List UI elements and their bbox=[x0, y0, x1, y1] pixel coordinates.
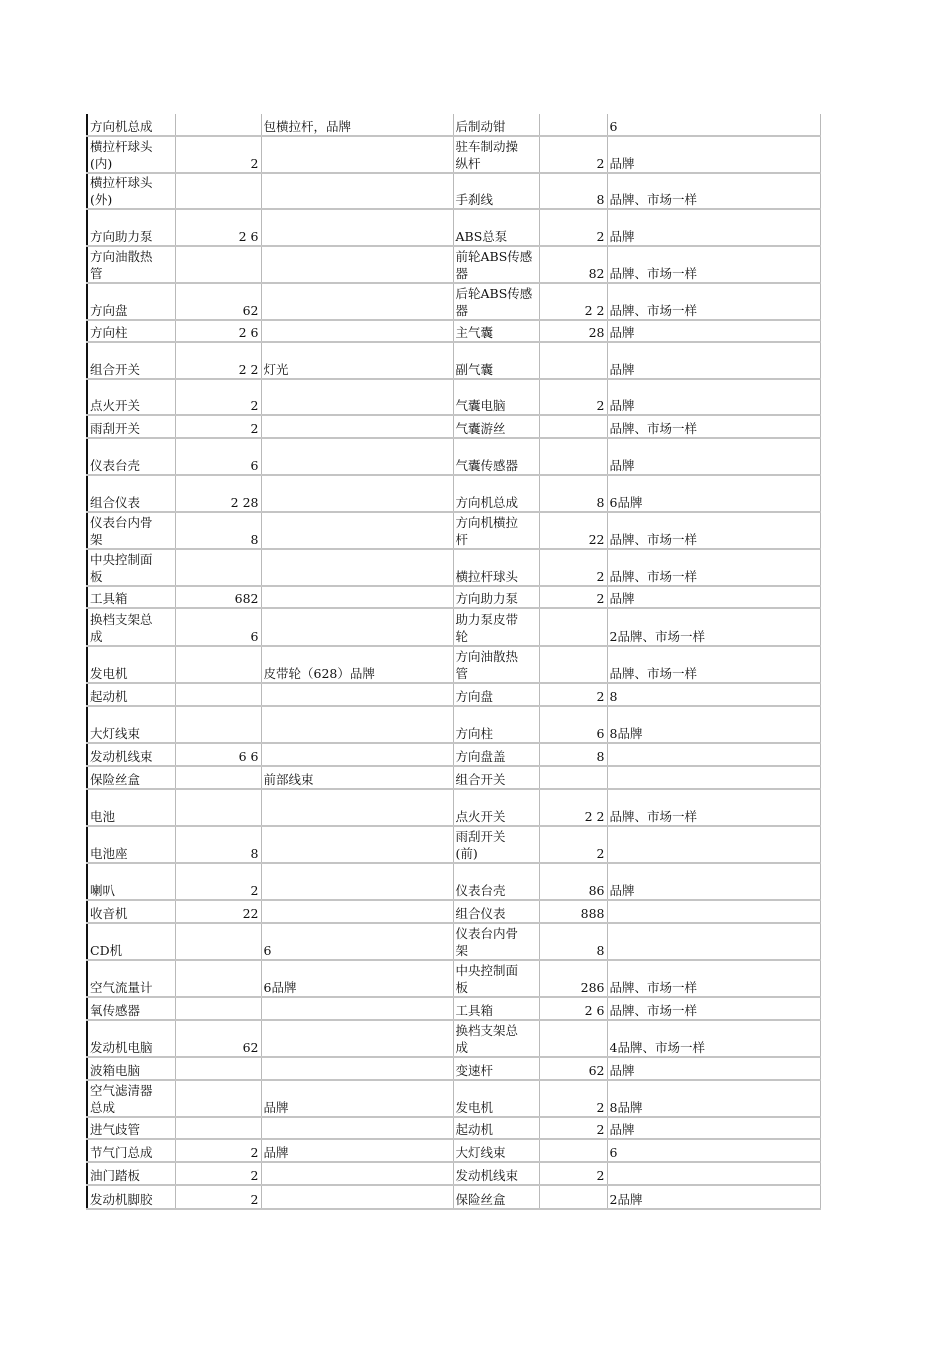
cell-col-5: 2 2 bbox=[539, 789, 607, 826]
cell-col-2: 22 bbox=[175, 900, 261, 923]
cell-col-2 bbox=[175, 1057, 261, 1080]
cell-col-5: 62 bbox=[539, 1057, 607, 1080]
cell-col-5: 2 bbox=[539, 826, 607, 863]
cell-col-5: 8 bbox=[539, 475, 607, 512]
cell-col-3: 灯光 bbox=[261, 342, 453, 379]
cell-col-1: 中央控制面 板 bbox=[87, 549, 175, 586]
cell-col-5 bbox=[539, 342, 607, 379]
cell-col-3 bbox=[261, 743, 453, 766]
cell-col-5 bbox=[539, 415, 607, 438]
table-row bbox=[87, 1185, 820, 1209]
cell-col-2 bbox=[175, 789, 261, 826]
table-row bbox=[87, 475, 820, 512]
cell-col-5 bbox=[539, 438, 607, 475]
cell-col-1: 保险丝盒 bbox=[87, 766, 175, 789]
cell-col-6: 品牌、市场一样 bbox=[607, 283, 820, 320]
cell-col-2 bbox=[175, 997, 261, 1020]
cell-col-3 bbox=[261, 863, 453, 900]
cell-col-5 bbox=[539, 1185, 607, 1209]
cell-col-4: 发动机线束 bbox=[453, 1162, 539, 1185]
cell-col-3 bbox=[261, 900, 453, 923]
cell-col-4: 方向助力泵 bbox=[453, 586, 539, 608]
cell-col-4: 方向机总成 bbox=[453, 475, 539, 512]
spreadsheet bbox=[86, 114, 819, 1210]
cell-col-6: 品牌 bbox=[607, 136, 820, 173]
cell-col-6: 品牌 bbox=[607, 320, 820, 342]
cell-col-6 bbox=[607, 900, 820, 923]
cell-col-5: 8 bbox=[539, 743, 607, 766]
cell-col-4: 后制动钳 bbox=[453, 114, 539, 136]
cell-col-6: 6品牌 bbox=[607, 475, 820, 512]
cell-col-5: 8 bbox=[539, 173, 607, 209]
cell-col-6: 8 bbox=[607, 683, 820, 706]
cell-col-1: 组合开关 bbox=[87, 342, 175, 379]
cell-col-1: 仪表台内骨 架 bbox=[87, 512, 175, 549]
cell-col-1: 发动机脚胶 bbox=[87, 1185, 175, 1209]
cell-col-2: 2 bbox=[175, 1185, 261, 1209]
cell-col-6: 6 bbox=[607, 1139, 820, 1162]
cell-col-1: 组合仪表 bbox=[87, 475, 175, 512]
cell-col-6 bbox=[607, 743, 820, 766]
cell-col-4: 横拉杆球头 bbox=[453, 549, 539, 586]
cell-col-3 bbox=[261, 1185, 453, 1209]
cell-col-1: 雨刮开关 bbox=[87, 415, 175, 438]
cell-col-6: 品牌 bbox=[607, 379, 820, 415]
cell-col-4: 气囊电脑 bbox=[453, 379, 539, 415]
cell-col-1: 大灯线束 bbox=[87, 706, 175, 743]
cell-col-6: 品牌 bbox=[607, 1117, 820, 1139]
cell-col-3 bbox=[261, 209, 453, 246]
cell-col-3 bbox=[261, 683, 453, 706]
table-row bbox=[87, 549, 820, 586]
cell-col-1: 节气门总成 bbox=[87, 1139, 175, 1162]
table-row bbox=[87, 342, 820, 379]
cell-col-4: 组合开关 bbox=[453, 766, 539, 789]
cell-col-4: 前轮ABS传感 器 bbox=[453, 246, 539, 283]
cell-col-1: 换档支架总 成 bbox=[87, 608, 175, 646]
cell-col-6: 品牌、市场一样 bbox=[607, 789, 820, 826]
cell-col-3 bbox=[261, 173, 453, 209]
cell-col-4: 发电机 bbox=[453, 1080, 539, 1117]
table-row bbox=[87, 136, 820, 173]
cell-col-6: 6 bbox=[607, 114, 820, 136]
cell-col-2 bbox=[175, 549, 261, 586]
cell-col-1: 空气流量计 bbox=[87, 960, 175, 997]
cell-col-2: 6 bbox=[175, 608, 261, 646]
cell-col-2: 2 bbox=[175, 863, 261, 900]
cell-col-1: 方向机总成 bbox=[87, 114, 175, 136]
cell-col-6: 品牌 bbox=[607, 209, 820, 246]
cell-col-5: 22 bbox=[539, 512, 607, 549]
cell-col-3 bbox=[261, 512, 453, 549]
cell-col-1: 工具箱 bbox=[87, 586, 175, 608]
cell-col-3 bbox=[261, 283, 453, 320]
table-row bbox=[87, 173, 820, 209]
cell-col-5: 2 6 bbox=[539, 997, 607, 1020]
cell-col-4: 方向油散热 管 bbox=[453, 646, 539, 683]
cell-col-2: 62 bbox=[175, 1020, 261, 1057]
table-row bbox=[87, 743, 820, 766]
cell-col-2: 8 bbox=[175, 826, 261, 863]
cell-col-2: 2 bbox=[175, 136, 261, 173]
cell-col-5: 2 bbox=[539, 1080, 607, 1117]
cell-col-4: 大灯线束 bbox=[453, 1139, 539, 1162]
table-row bbox=[87, 320, 820, 342]
cell-col-3 bbox=[261, 475, 453, 512]
cell-col-4: 组合仪表 bbox=[453, 900, 539, 923]
table-row bbox=[87, 863, 820, 900]
cell-col-2 bbox=[175, 706, 261, 743]
cell-col-4: 气囊游丝 bbox=[453, 415, 539, 438]
cell-col-1: 油门踏板 bbox=[87, 1162, 175, 1185]
cell-col-4: 驻车制动操 纵杆 bbox=[453, 136, 539, 173]
parts-table bbox=[86, 114, 821, 1210]
cell-col-3 bbox=[261, 586, 453, 608]
cell-col-3 bbox=[261, 549, 453, 586]
table-row bbox=[87, 683, 820, 706]
table-row bbox=[87, 1020, 820, 1057]
table-row bbox=[87, 608, 820, 646]
cell-col-4: 副气囊 bbox=[453, 342, 539, 379]
table-row bbox=[87, 789, 820, 826]
cell-col-2: 8 bbox=[175, 512, 261, 549]
cell-col-3: 品牌 bbox=[261, 1080, 453, 1117]
cell-col-4: 气囊传感器 bbox=[453, 438, 539, 475]
cell-col-5: 6 bbox=[539, 706, 607, 743]
table-row bbox=[87, 379, 820, 415]
cell-col-6: 品牌、市场一样 bbox=[607, 549, 820, 586]
cell-col-6: 品牌、市场一样 bbox=[607, 246, 820, 283]
cell-col-6: 品牌 bbox=[607, 1057, 820, 1080]
table-row bbox=[87, 960, 820, 997]
table-row bbox=[87, 1057, 820, 1080]
cell-col-4: 方向机横拉 杆 bbox=[453, 512, 539, 549]
cell-col-1: 喇叭 bbox=[87, 863, 175, 900]
cell-col-1: 方向助力泵 bbox=[87, 209, 175, 246]
cell-col-6 bbox=[607, 826, 820, 863]
cell-col-1: 氧传感器 bbox=[87, 997, 175, 1020]
table-row bbox=[87, 900, 820, 923]
cell-col-2 bbox=[175, 646, 261, 683]
cell-col-3: 6品牌 bbox=[261, 960, 453, 997]
cell-col-6: 8品牌 bbox=[607, 1080, 820, 1117]
cell-col-3 bbox=[261, 997, 453, 1020]
cell-col-5 bbox=[539, 646, 607, 683]
table-row bbox=[87, 1139, 820, 1162]
table-row bbox=[87, 209, 820, 246]
cell-col-4: 雨刮开关 (前) bbox=[453, 826, 539, 863]
cell-col-4: ABS总泵 bbox=[453, 209, 539, 246]
cell-col-6: 8品牌 bbox=[607, 706, 820, 743]
cell-col-6: 品牌 bbox=[607, 863, 820, 900]
cell-col-4: 保险丝盒 bbox=[453, 1185, 539, 1209]
cell-col-6: 品牌、市场一样 bbox=[607, 646, 820, 683]
cell-col-5: 2 2 bbox=[539, 283, 607, 320]
cell-col-6: 品牌 bbox=[607, 342, 820, 379]
cell-col-2 bbox=[175, 173, 261, 209]
cell-col-2 bbox=[175, 923, 261, 960]
cell-col-4: 方向盘 bbox=[453, 683, 539, 706]
cell-col-2: 2 6 bbox=[175, 209, 261, 246]
cell-col-1: 发动机电脑 bbox=[87, 1020, 175, 1057]
cell-col-6 bbox=[607, 923, 820, 960]
cell-col-5: 82 bbox=[539, 246, 607, 283]
cell-col-3 bbox=[261, 1020, 453, 1057]
table-row bbox=[87, 415, 820, 438]
cell-col-5: 28 bbox=[539, 320, 607, 342]
cell-col-3: 6 bbox=[261, 923, 453, 960]
cell-col-1: 起动机 bbox=[87, 683, 175, 706]
cell-col-4: 主气囊 bbox=[453, 320, 539, 342]
cell-col-3 bbox=[261, 415, 453, 438]
table-row bbox=[87, 114, 820, 136]
table-row bbox=[87, 586, 820, 608]
cell-col-2 bbox=[175, 1080, 261, 1117]
cell-col-1: 收音机 bbox=[87, 900, 175, 923]
table-row bbox=[87, 283, 820, 320]
cell-col-5: 86 bbox=[539, 863, 607, 900]
cell-col-2: 2 bbox=[175, 1139, 261, 1162]
cell-col-2: 2 bbox=[175, 415, 261, 438]
cell-col-2: 6 6 bbox=[175, 743, 261, 766]
cell-col-4: 换档支架总 成 bbox=[453, 1020, 539, 1057]
cell-col-4: 手刹线 bbox=[453, 173, 539, 209]
cell-col-5: 8 bbox=[539, 923, 607, 960]
cell-col-2: 2 bbox=[175, 1162, 261, 1185]
cell-col-6: 品牌、市场一样 bbox=[607, 960, 820, 997]
cell-col-6: 品牌、市场一样 bbox=[607, 173, 820, 209]
cell-col-5 bbox=[539, 1139, 607, 1162]
cell-col-5: 888 bbox=[539, 900, 607, 923]
table-row bbox=[87, 706, 820, 743]
cell-col-4: 起动机 bbox=[453, 1117, 539, 1139]
cell-col-2 bbox=[175, 1117, 261, 1139]
cell-col-2: 682 bbox=[175, 586, 261, 608]
cell-col-3 bbox=[261, 1162, 453, 1185]
cell-col-1: 进气歧管 bbox=[87, 1117, 175, 1139]
cell-col-1: CD机 bbox=[87, 923, 175, 960]
cell-col-5: 2 bbox=[539, 549, 607, 586]
cell-col-6: 2品牌、市场一样 bbox=[607, 608, 820, 646]
cell-col-3 bbox=[261, 320, 453, 342]
cell-col-2 bbox=[175, 683, 261, 706]
cell-col-6: 4品牌、市场一样 bbox=[607, 1020, 820, 1057]
table-row bbox=[87, 512, 820, 549]
cell-col-1: 方向盘 bbox=[87, 283, 175, 320]
table-row bbox=[87, 438, 820, 475]
cell-col-5 bbox=[539, 1020, 607, 1057]
table-row bbox=[87, 1117, 820, 1139]
cell-col-2: 62 bbox=[175, 283, 261, 320]
cell-col-2 bbox=[175, 960, 261, 997]
cell-col-6 bbox=[607, 766, 820, 789]
cell-col-2: 2 bbox=[175, 379, 261, 415]
cell-col-4: 中央控制面 板 bbox=[453, 960, 539, 997]
cell-col-5: 2 bbox=[539, 1162, 607, 1185]
cell-col-1: 仪表台壳 bbox=[87, 438, 175, 475]
cell-col-1: 波箱电脑 bbox=[87, 1057, 175, 1080]
cell-col-3 bbox=[261, 1117, 453, 1139]
cell-col-5 bbox=[539, 766, 607, 789]
cell-col-2 bbox=[175, 246, 261, 283]
cell-col-1: 空气滤清器 总成 bbox=[87, 1080, 175, 1117]
cell-col-5: 2 bbox=[539, 136, 607, 173]
cell-col-4: 仪表台壳 bbox=[453, 863, 539, 900]
cell-col-2: 2 28 bbox=[175, 475, 261, 512]
cell-col-5: 2 bbox=[539, 1117, 607, 1139]
cell-col-3: 前部线束 bbox=[261, 766, 453, 789]
cell-col-2: 6 bbox=[175, 438, 261, 475]
cell-col-1: 电池座 bbox=[87, 826, 175, 863]
cell-col-3 bbox=[261, 246, 453, 283]
table-row bbox=[87, 646, 820, 683]
cell-col-4: 工具箱 bbox=[453, 997, 539, 1020]
table-row bbox=[87, 1080, 820, 1117]
table-row bbox=[87, 1162, 820, 1185]
cell-col-1: 发电机 bbox=[87, 646, 175, 683]
table-row bbox=[87, 826, 820, 863]
cell-col-1: 点火开关 bbox=[87, 379, 175, 415]
cell-col-1: 横拉杆球头 (外) bbox=[87, 173, 175, 209]
cell-col-6: 品牌 bbox=[607, 438, 820, 475]
cell-col-3 bbox=[261, 438, 453, 475]
cell-col-6: 品牌、市场一样 bbox=[607, 997, 820, 1020]
cell-col-6 bbox=[607, 1162, 820, 1185]
cell-col-2 bbox=[175, 114, 261, 136]
table-row bbox=[87, 923, 820, 960]
cell-col-3 bbox=[261, 706, 453, 743]
cell-col-5: 2 bbox=[539, 209, 607, 246]
cell-col-6: 品牌、市场一样 bbox=[607, 512, 820, 549]
cell-col-4: 方向柱 bbox=[453, 706, 539, 743]
cell-col-1: 发动机线束 bbox=[87, 743, 175, 766]
cell-col-3 bbox=[261, 136, 453, 173]
cell-col-4: 仪表台内骨 架 bbox=[453, 923, 539, 960]
cell-col-5 bbox=[539, 608, 607, 646]
cell-col-4: 助力泵皮带 轮 bbox=[453, 608, 539, 646]
cell-col-1: 电池 bbox=[87, 789, 175, 826]
cell-col-1: 方向柱 bbox=[87, 320, 175, 342]
table-row bbox=[87, 997, 820, 1020]
cell-col-6: 2品牌 bbox=[607, 1185, 820, 1209]
table-row bbox=[87, 766, 820, 789]
cell-col-5: 2 bbox=[539, 683, 607, 706]
cell-col-3: 包横拉杆，品牌 bbox=[261, 114, 453, 136]
cell-col-4: 方向盘盖 bbox=[453, 743, 539, 766]
cell-col-4: 点火开关 bbox=[453, 789, 539, 826]
cell-col-6: 品牌、市场一样 bbox=[607, 415, 820, 438]
cell-col-2: 2 2 bbox=[175, 342, 261, 379]
cell-col-2: 2 6 bbox=[175, 320, 261, 342]
cell-col-4: 后轮ABS传感 器 bbox=[453, 283, 539, 320]
cell-col-1: 横拉杆球头 (内) bbox=[87, 136, 175, 173]
cell-col-3 bbox=[261, 379, 453, 415]
table-row bbox=[87, 246, 820, 283]
cell-col-3 bbox=[261, 789, 453, 826]
cell-col-3: 皮带轮（628）品牌 bbox=[261, 646, 453, 683]
cell-col-5: 286 bbox=[539, 960, 607, 997]
cell-col-5: 2 bbox=[539, 586, 607, 608]
cell-col-5 bbox=[539, 114, 607, 136]
cell-col-3 bbox=[261, 608, 453, 646]
cell-col-3 bbox=[261, 1057, 453, 1080]
cell-col-3: 品牌 bbox=[261, 1139, 453, 1162]
cell-col-4: 变速杆 bbox=[453, 1057, 539, 1080]
cell-col-6: 品牌 bbox=[607, 586, 820, 608]
cell-col-2 bbox=[175, 766, 261, 789]
cell-col-3 bbox=[261, 826, 453, 863]
cell-col-1: 方向油散热 管 bbox=[87, 246, 175, 283]
cell-col-5: 2 bbox=[539, 379, 607, 415]
